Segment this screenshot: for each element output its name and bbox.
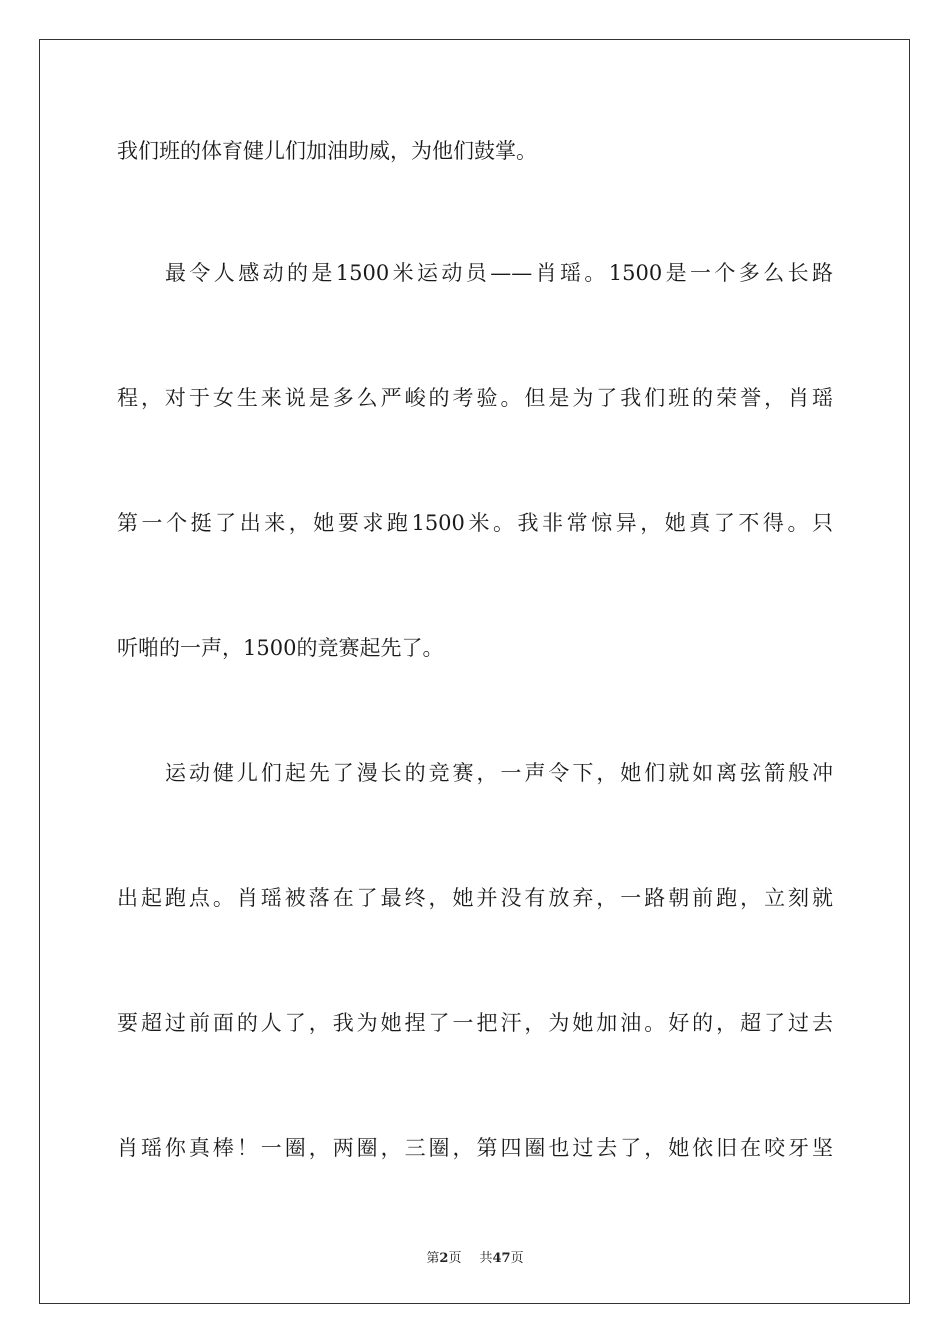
text-line-9: 肖瑶你真棒！一圈，两圈，三圈，第四圈也过去了，她依旧在咬牙坚	[117, 1136, 833, 1160]
text-line-3: 程，对于女生来说是多么严峻的考验。但是为了我们班的荣誉，肖瑶	[117, 386, 833, 410]
footer-total-suffix: 页	[510, 1251, 524, 1266]
text-line-5: 听啪的一声，1500的竞赛起先了。	[117, 636, 444, 660]
text-line-6: 运动健儿们起先了漫长的竞赛，一声令下，她们就如离弦箭般冲	[165, 761, 833, 785]
page-border	[39, 39, 910, 1304]
text-line-7: 出起跑点。肖瑶被落在了最终，她并没有放弃，一路朝前跑，立刻就	[117, 886, 833, 910]
footer-total-pages: 47	[492, 1251, 511, 1266]
text-line-4: 第一个挺了出来，她要求跑1500米。我非常惊异，她真了不得。只	[117, 511, 833, 535]
footer-page-prefix: 第	[426, 1251, 440, 1266]
text-line-2: 最令人感动的是1500米运动员——肖瑶。1500是一个多么长路	[165, 261, 833, 285]
text-line-8: 要超过前面的人了，我为她捏了一把汗，为她加油。好的，超了过去	[117, 1011, 833, 1035]
footer-total-prefix: 共	[479, 1251, 493, 1266]
footer-page-number: 2	[439, 1251, 449, 1266]
page-footer	[0, 1247, 950, 1266]
text-line-1: 我们班的体育健儿们加油助威，为他们鼓掌。	[117, 139, 537, 163]
footer-page-suffix: 页	[448, 1251, 462, 1266]
